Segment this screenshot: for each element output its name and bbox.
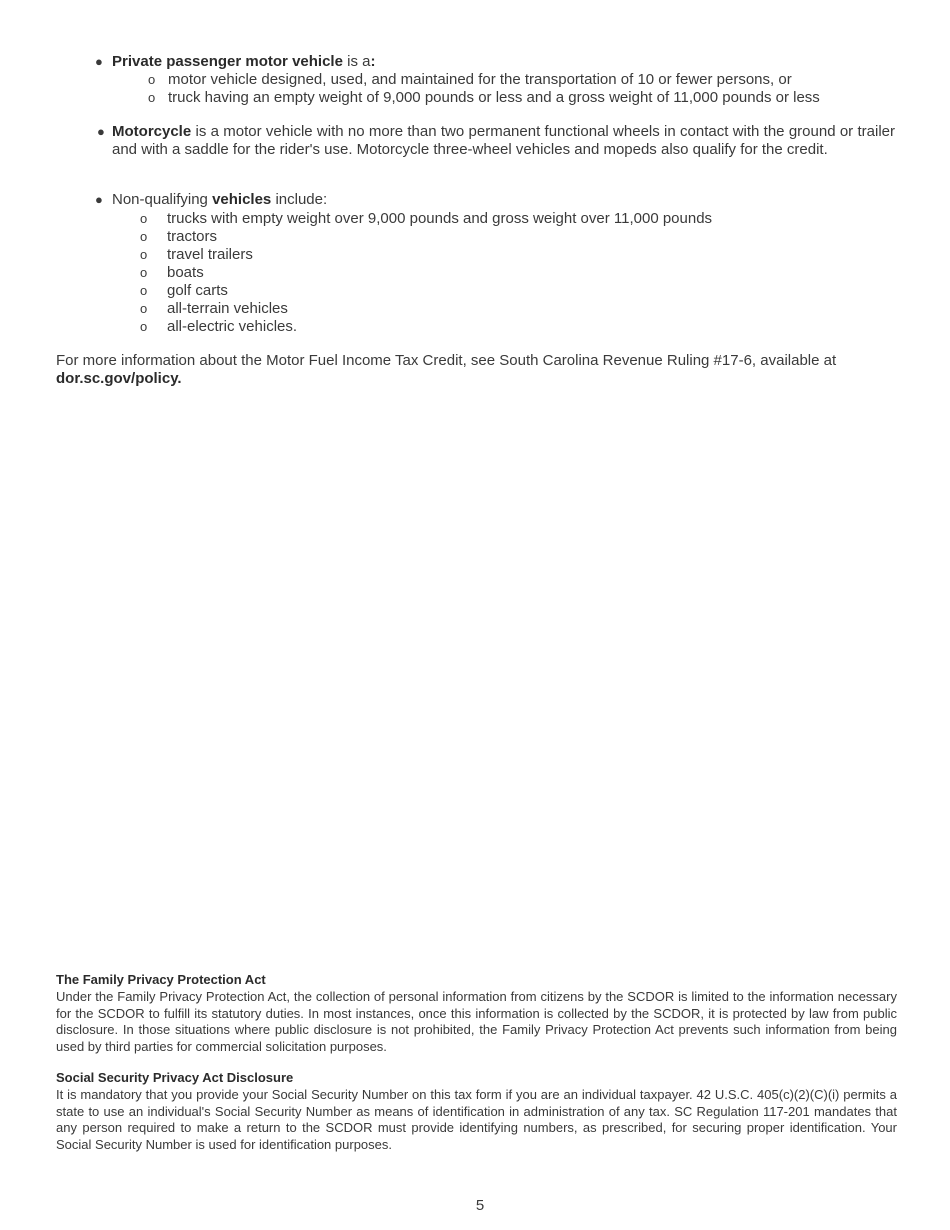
ssn-privacy-body: It is mandatory that you provide your Social Security Number on this tax form if you are an individual taxpayer. 42 U.S.C. 405(c)(2)(C)(i) permits a state to use an individual's Social Security Number as means of identification in administration of any tax. SC Regulation 117-201 mandates that any person required to make a return to the SCDOR must provide identifying numbers, as prescribed, for securing proper identification. Your Social Security Number is used for identification purposes. xyxy=(56,1087,897,1153)
list-item xyxy=(148,89,820,107)
list-item xyxy=(140,228,217,246)
policy-link[interactable]: dor.sc.gov/policy. xyxy=(56,370,182,387)
more-info-paragraph xyxy=(56,352,894,370)
list-item-text: boats xyxy=(167,264,204,281)
circle-bullet-icon: o xyxy=(140,283,148,298)
list-item xyxy=(140,300,288,318)
circle-bullet-icon: o xyxy=(148,90,156,105)
page-number: 5 xyxy=(475,1197,485,1214)
list-item xyxy=(148,71,792,89)
circle-bullet-icon: o xyxy=(140,247,148,262)
list-item-text: golf carts xyxy=(167,282,228,299)
list-item xyxy=(140,318,297,336)
list-item-text: motor vehicle designed, used, and maintained for the transportation of 10 or fewer persons, or xyxy=(168,71,792,88)
family-privacy-body: Under the Family Privacy Protection Act, the collection of personal information from citizens by the SCDOR is limited to the information necessary for the SCDOR to fulfill its statutory duties. In most instances, once this information is collected by the SCDOR, it is protected by law from public disclosure. In those situations where public disclosure is not prohibited, the Family Privacy Protection Act prevents such information from being used by third parties for commercial solicitation purposes. xyxy=(56,989,897,1055)
bullet-icon: ● xyxy=(95,192,103,207)
circle-bullet-icon: o xyxy=(140,211,148,226)
non-qualifying-prefix: Non-qualifying xyxy=(112,191,213,208)
private-vehicle-term: Private passenger motor vehicle xyxy=(112,53,343,70)
circle-bullet-icon: o xyxy=(140,319,148,334)
private-vehicle-connector: is a xyxy=(342,53,371,70)
bullet-icon: ● xyxy=(95,54,103,69)
list-item xyxy=(140,264,204,282)
circle-bullet-icon: o xyxy=(140,229,148,244)
family-privacy-heading: The Family Privacy Protection Act xyxy=(56,972,266,987)
circle-bullet-icon: o xyxy=(148,72,156,87)
list-item-text: tractors xyxy=(167,228,218,245)
list-item-text: travel trailers xyxy=(167,246,253,263)
more-info-text: For more information about the Motor Fuel Income Tax Credit, see South Carolina Revenue Ruling #17-6, available at xyxy=(56,352,837,369)
list-item-text: truck having an empty weight of 9,000 pounds or less and a gross weight of 11,000 pounds or less xyxy=(168,89,820,106)
list-item-text: all-terrain vehicles xyxy=(167,300,288,317)
non-qualifying-term: vehicles xyxy=(212,191,272,208)
ssn-privacy-heading: Social Security Privacy Act Disclosure xyxy=(56,1070,294,1085)
non-qualifying-suffix: include: xyxy=(271,191,328,208)
list-item xyxy=(140,210,712,228)
bullet-icon: ● xyxy=(97,124,105,139)
list-item-text: all-electric vehicles. xyxy=(167,318,298,335)
list-item-text: trucks with empty weight over 9,000 pounds and gross weight over 11,000 pounds xyxy=(167,210,713,227)
list-item xyxy=(140,282,228,300)
motorcycle-term: Motorcycle xyxy=(112,123,192,140)
list-item xyxy=(140,246,253,264)
private-vehicle-colon: : xyxy=(370,53,376,70)
circle-bullet-icon: o xyxy=(140,301,148,316)
circle-bullet-icon: o xyxy=(140,265,148,280)
more-info-link-line xyxy=(56,370,894,388)
motorcycle-text: is a motor vehicle with no more than two permanent functional wheels in contact with the ground or trailer and with a saddle for the rider's use. Motorcycle three-wheel vehicles and mopeds also qualify for the credit. xyxy=(112,123,895,158)
